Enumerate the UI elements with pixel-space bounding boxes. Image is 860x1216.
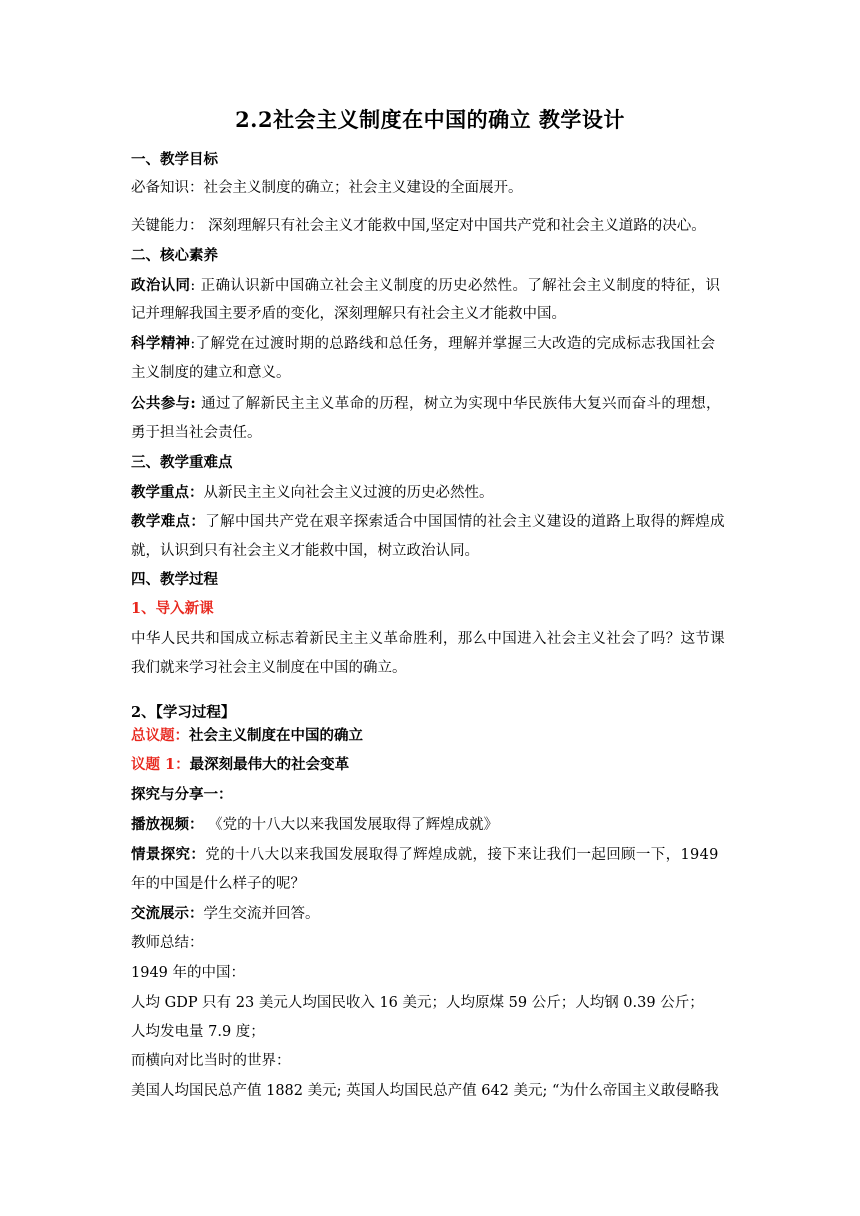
ability-text: 关键能力： 深刻理解只有社会主义才能救中国,坚定对中国共产党和社会主义道路的决心。 — [131, 218, 706, 234]
compare-line: 而横向对比当时的世界： — [131, 1053, 291, 1069]
exchange-line — [131, 904, 731, 924]
difficulty-line-1 — [131, 512, 731, 532]
explore-heading: 探究与分享一： — [131, 786, 233, 803]
main-topic-line — [131, 726, 731, 746]
scene-text: 党的十八大以来我国发展取得了辉煌成就，接下来让我们一起回顾一下，1949 — [205, 847, 719, 863]
video-text: 《党的十八大以来我国发展取得了辉煌成就》 — [203, 817, 499, 833]
section-heading-objectives: 一、教学目标 — [131, 151, 218, 168]
stats-line-1: 人均 GDP 只有 23 美元人均国民收入 16 美元；人均原煤 59 公斤；人均钢 0.39 公斤； — [131, 995, 704, 1011]
intro-line-2: 我们就来学习社会主义制度在中国的确立。 — [131, 660, 407, 676]
process-heading: 2、【学习过程】 — [131, 704, 236, 721]
knowledge-text: 必备知识：社会主义制度的确立；社会主义建设的全面展开。 — [131, 180, 523, 196]
political-line-1 — [131, 276, 731, 296]
scene-label: 情景探究： — [131, 846, 206, 863]
scene-line-2: 年的中国是什么样子的呢？ — [131, 876, 305, 892]
topic1-label: 议题 1： — [131, 756, 190, 773]
section-heading-process: 四、教学过程 — [131, 571, 218, 588]
main-topic-text: 社会主义制度在中国的确立 — [189, 727, 363, 744]
scene-line-1 — [131, 845, 731, 865]
section-heading-literacy: 二、核心素养 — [131, 247, 218, 264]
intro-line-1: 中华人民共和国成立标志着新民主主义革命胜利，那么中国进入社会主义社会了吗？这节课 — [131, 631, 725, 647]
science-line-2: 主义制度的建立和意义。 — [131, 365, 291, 381]
public-line-1 — [131, 394, 731, 414]
science-label: 科学精神 — [131, 335, 191, 352]
public-line-2: 勇于担当社会责任。 — [131, 425, 262, 441]
key-point-line — [131, 483, 731, 503]
summary-heading: 教师总结： — [131, 935, 204, 951]
key-point-label: 教学重点： — [131, 484, 204, 501]
difficulty-label: 教学难点： — [131, 513, 206, 530]
science-line-1 — [131, 334, 731, 354]
topic1-text: 最深刻最伟大的社会变革 — [189, 756, 350, 773]
difficulty-line-2: 就，认识到只有社会主义才能救中国，树立政治认同。 — [131, 543, 479, 559]
exchange-label: 交流展示： — [131, 905, 204, 922]
stats-line-2: 人均发电量 7.9 度； — [131, 1024, 265, 1040]
political-label: 政治认同 — [131, 277, 191, 294]
world-line: 美国人均国民总产值 1882 美元; 英国人均国民总产值 642 美元; “为什么帝国主义敢侵略我 — [131, 1083, 719, 1099]
section-heading-keypoints: 三、教学重难点 — [131, 454, 233, 471]
document-title: 2.2社会主义制度在中国的确立 教学设计 — [235, 107, 625, 132]
political-text: : 正确认识新中国确立社会主义制度的历史必然性。了解社会主义制度的特征，识 — [190, 278, 721, 294]
key-point-text: 从新民主主义向社会主义过渡的历史必然性。 — [203, 485, 494, 501]
public-label: 公共参与: — [131, 395, 197, 412]
political-line-2: 记并理解我国主要矛盾的变化，深刻理解只有社会主义才能救中国。 — [131, 306, 566, 322]
exchange-text: 学生交流并回答。 — [203, 906, 320, 922]
topic1-line — [131, 755, 731, 775]
science-text: :了解党在过渡时期的总路线和总任务，理解并掌握三大改造的完成标志我国社会 — [190, 336, 716, 352]
video-line — [131, 815, 731, 835]
main-topic-label: 总议题： — [131, 727, 189, 744]
public-text: 通过了解新民主主义革命的历程，树立为实现中华民族伟大复兴而奋斗的理想， — [196, 396, 721, 412]
video-label: 播放视频： — [131, 816, 204, 833]
intro-heading: 1、导入新课 — [131, 600, 214, 617]
china-1949-line: 1949 年的中国： — [131, 965, 246, 981]
difficulty-text: 了解中国共产党在艰辛探索适合中国国情的社会主义建设的道路上取得的辉煌成 — [205, 514, 725, 530]
